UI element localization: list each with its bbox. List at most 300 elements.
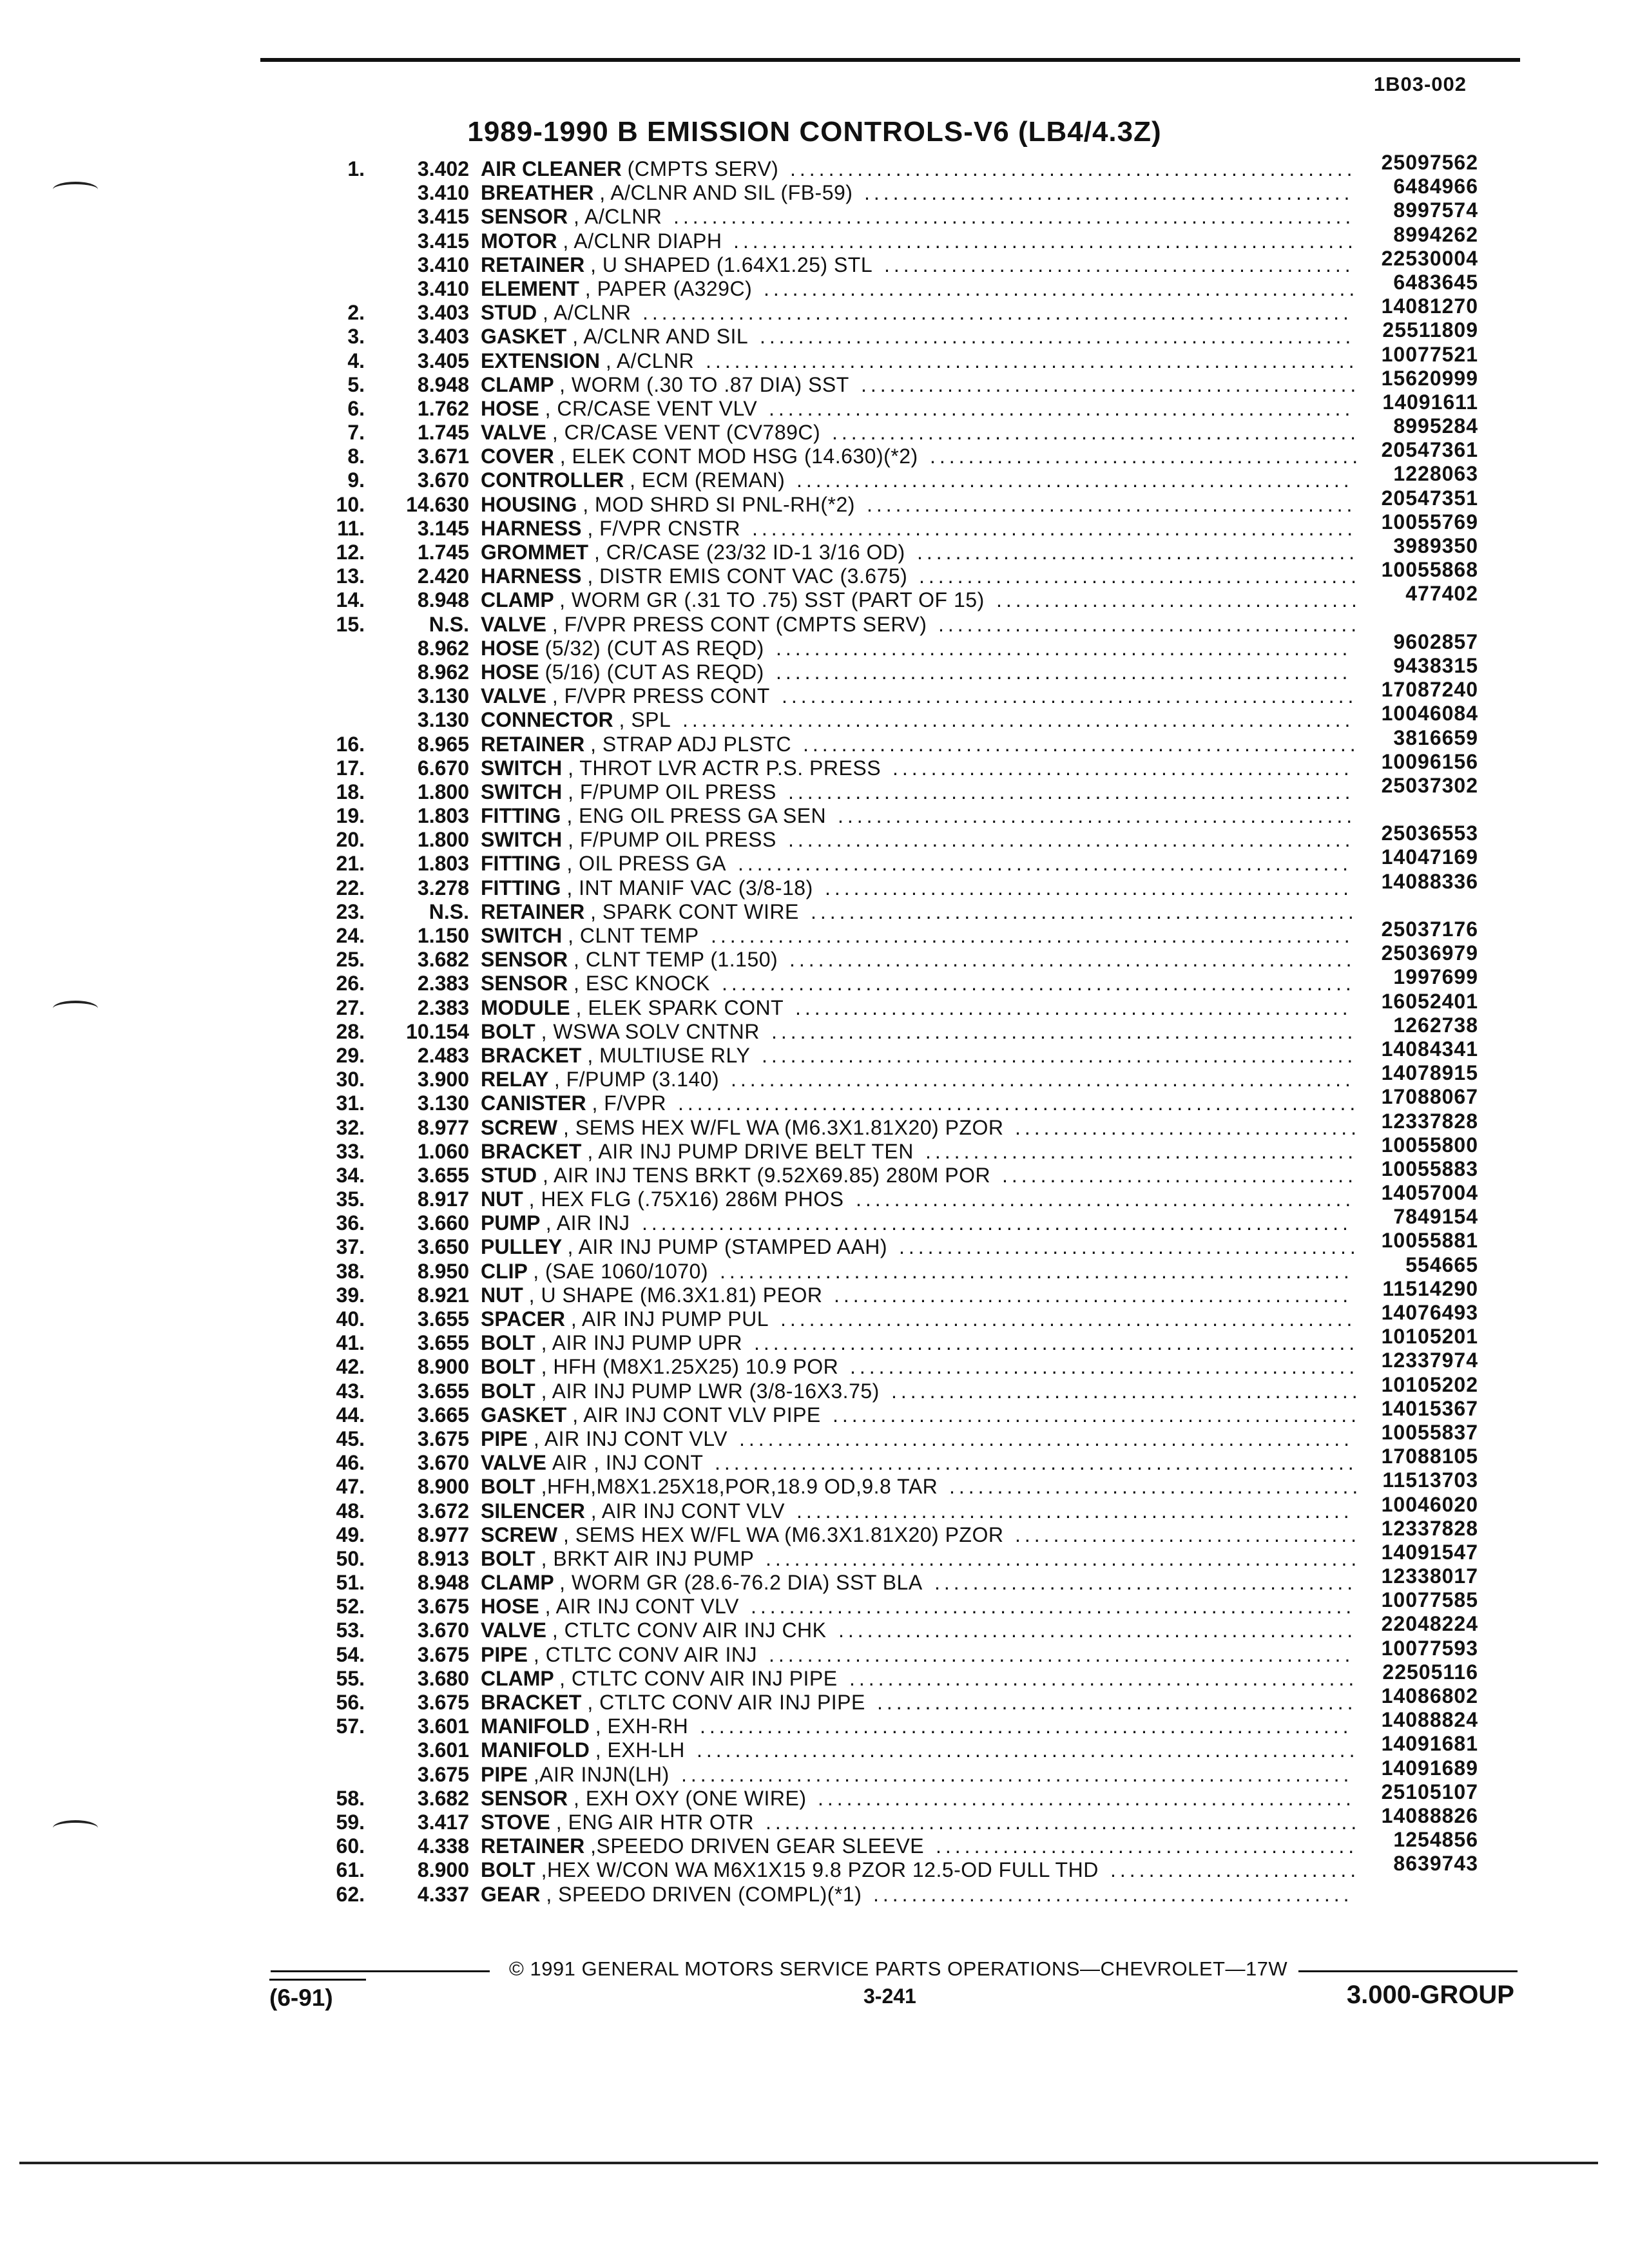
item-index: 13.	[336, 564, 365, 588]
group-number: 8.900	[417, 1355, 469, 1379]
part-row	[0, 1229, 1629, 1259]
leader-dots: ..............................................	[919, 564, 1360, 588]
part-name: MOTOR	[481, 229, 557, 253]
leader-dots: .............................................................	[771, 1019, 1357, 1043]
part-name-cell	[481, 1691, 865, 1715]
part-row	[0, 941, 1629, 972]
part-row	[0, 1883, 1629, 1907]
group-number: 1.150	[417, 924, 469, 947]
group-number: 3.675	[417, 1642, 469, 1666]
part-description: , EXH OXY (ONE WIRE)	[574, 1786, 807, 1810]
page-title: 1989-1990 B EMISSION CONTROLS-V6 (LB4/4.3Z)	[467, 116, 1162, 148]
part-name: SWITCH	[481, 756, 563, 780]
part-description: , PAPER (A329C)	[584, 276, 753, 300]
part-number: 10096156	[1381, 749, 1478, 773]
part-description: , AIR INJ CONT VLV PIPE	[572, 1403, 821, 1427]
part-name: SWITCH	[481, 828, 563, 852]
leader-dots: .................................................................	[731, 1068, 1354, 1091]
group-number: 4.337	[417, 1882, 469, 1906]
part-name: VALVE	[481, 612, 546, 636]
part-name: BREATHER	[481, 181, 594, 205]
part-description: , SPARK CONT WIRE	[590, 899, 799, 923]
part-description: , STRAP ADJ PLSTC	[590, 732, 792, 756]
part-description: , ELEK SPARK CONT	[575, 995, 784, 1019]
group-number: 3.660	[417, 1211, 469, 1235]
part-number: 10077585	[1381, 1588, 1478, 1612]
part-name-cell	[481, 1499, 785, 1523]
leader-dots: ....................................................	[856, 1187, 1355, 1211]
part-name: GASKET	[481, 325, 567, 349]
leader-dots: ................................................................	[739, 1427, 1353, 1450]
leader-dots: ...................................................	[864, 181, 1354, 205]
group-number: 3.675	[417, 1427, 469, 1450]
group-number: 2.420	[417, 564, 469, 588]
part-description: , INT MANIF VAC (3/8-18)	[566, 876, 813, 899]
part-number: 9602857	[1393, 629, 1478, 653]
part-name-cell	[481, 1475, 938, 1499]
item-index: 10.	[336, 492, 365, 516]
part-name: CLAMP	[481, 1571, 554, 1595]
part-row	[0, 246, 1629, 277]
leader-dots: .......................................................	[833, 1403, 1360, 1427]
part-name-cell	[481, 828, 776, 852]
part-number: 25036979	[1381, 941, 1478, 965]
leader-dots: ....................................................	[861, 372, 1360, 396]
part-number: 16052401	[1381, 989, 1478, 1013]
part-number: 10105202	[1381, 1372, 1478, 1396]
item-index: 43.	[336, 1379, 365, 1403]
part-name-cell	[481, 1523, 1003, 1547]
leader-dots: ...................................................................	[711, 924, 1354, 947]
part-number: 20547361	[1381, 438, 1478, 462]
leader-dots: ................................................	[899, 1235, 1360, 1259]
item-index: 53.	[336, 1619, 365, 1642]
leader-dots: ............................................................	[780, 1307, 1356, 1331]
part-name-cell	[481, 924, 699, 948]
part-number: 1228063	[1393, 462, 1478, 486]
item-index: 38.	[336, 1259, 365, 1283]
part-name-cell	[481, 421, 820, 445]
part-description: , AIR INJ TENS BRKT (9.52X69.85) 280M POR	[543, 1163, 991, 1187]
leader-dots: ...........................................................	[788, 828, 1354, 852]
part-row	[0, 1181, 1629, 1211]
item-index: 40.	[336, 1307, 365, 1331]
group-number: 3.278	[417, 876, 469, 899]
group-number: 3.655	[417, 1379, 469, 1403]
leader-dots: ......................................	[996, 588, 1361, 612]
part-name: HARNESS	[481, 516, 582, 540]
part-name-cell	[481, 349, 694, 373]
part-name: VALVE	[481, 421, 546, 445]
leader-dots: ..................................................................	[722, 972, 1355, 995]
item-index: 28.	[336, 1019, 365, 1043]
part-row	[0, 1803, 1629, 1834]
item-index: 14.	[336, 588, 365, 612]
group-number: 3.675	[417, 1762, 469, 1786]
group-number: 1.060	[417, 1139, 469, 1163]
part-name-cell	[481, 1738, 685, 1762]
part-name-cell	[481, 804, 826, 828]
part-row	[0, 1828, 1629, 1858]
group-number: 8.962	[417, 660, 469, 684]
part-name: SWITCH	[481, 780, 563, 803]
part-name-cell	[481, 445, 918, 468]
part-name: BOLT	[481, 1019, 535, 1043]
part-name-cell	[481, 1403, 821, 1427]
item-index: 18.	[336, 780, 365, 803]
part-name: BRACKET	[481, 1691, 582, 1714]
group-number: N.S.	[429, 899, 469, 923]
leader-dots: ............................................	[936, 1834, 1358, 1858]
part-name-cell	[481, 181, 853, 205]
part-row	[0, 151, 1629, 181]
part-name-cell	[481, 517, 740, 541]
part-name: RETAINER	[481, 253, 585, 276]
item-index: 44.	[336, 1403, 365, 1427]
part-number: 17087240	[1381, 678, 1478, 702]
part-number: 6483645	[1393, 270, 1478, 294]
part-description: , AIR INJ CONT VLV	[533, 1427, 728, 1450]
part-name-cell	[481, 613, 927, 637]
item-index: 33.	[336, 1139, 365, 1163]
part-name-cell	[481, 1283, 822, 1307]
part-description: , AIR INJ CONT VLV	[545, 1595, 739, 1619]
group-label: 3.000-GROUP	[1346, 1981, 1514, 2009]
item-index: 19.	[336, 804, 365, 828]
group-number: 8.948	[417, 588, 469, 612]
part-name: SENSOR	[481, 205, 568, 229]
part-number: 1262738	[1393, 1013, 1478, 1037]
part-name: RELAY	[481, 1068, 548, 1091]
item-index: 8.	[347, 445, 365, 468]
group-number: 3.655	[417, 1163, 469, 1187]
part-name: CANISTER	[481, 1091, 586, 1115]
part-name-cell	[481, 972, 710, 995]
part-row	[0, 198, 1629, 229]
item-index: 25.	[336, 948, 365, 972]
top-rule	[260, 58, 1520, 62]
part-description: , F/VPR PRESS CONT (CMPTS SERV)	[552, 612, 927, 636]
leader-dots: .........................................................	[811, 899, 1358, 923]
part-name: CLIP	[481, 1259, 528, 1283]
part-description: , HFH (M8X1.25X25) 10.9 POR	[541, 1355, 839, 1379]
part-number: 8994262	[1393, 222, 1478, 246]
part-number: 22530004	[1381, 246, 1478, 270]
leader-dots: ..........................................................	[796, 1499, 1353, 1523]
part-description: , THROT LVR ACTR P.S. PRESS	[568, 756, 882, 780]
part-name: PULLEY	[481, 1235, 562, 1259]
item-index: 37.	[336, 1235, 365, 1259]
group-number: 3.655	[417, 1307, 469, 1331]
part-number: 25511809	[1382, 318, 1478, 342]
leader-dots: ..........................................................	[803, 732, 1360, 756]
leader-dots: .............................................................	[769, 396, 1354, 420]
part-name-cell	[481, 852, 726, 876]
part-name-cell	[481, 1235, 887, 1259]
item-index: 36.	[336, 1211, 365, 1235]
group-number: 8.977	[417, 1523, 469, 1546]
part-name: RETAINER	[481, 732, 585, 756]
part-name-cell	[481, 1355, 838, 1379]
group-number: 3.670	[417, 468, 469, 492]
part-name-cell	[481, 876, 813, 900]
part-number: 554665	[1405, 1253, 1478, 1276]
item-index: 45.	[336, 1427, 365, 1450]
part-number: 25036553	[1381, 822, 1478, 845]
part-name: PIPE	[481, 1762, 528, 1786]
group-number: 3.410	[417, 181, 469, 205]
part-number: 3816659	[1393, 726, 1478, 749]
part-number: 25105107	[1381, 1780, 1478, 1803]
part-name-cell	[481, 756, 881, 780]
group-number: 1.803	[417, 804, 469, 828]
part-number: 25097562	[1381, 151, 1478, 174]
item-index: 11.	[337, 516, 365, 540]
group-number: 8.948	[417, 372, 469, 396]
group-number: 3.655	[417, 1331, 469, 1355]
part-number: 10055800	[1381, 1133, 1478, 1157]
part-description: , WORM (.30 TO .87 DIA) SST	[559, 372, 849, 396]
leader-dots: ...........................................................	[790, 157, 1356, 180]
part-description: , MOD SHRD SI PNL-RH(*2)	[583, 492, 855, 516]
part-description: , ESC KNOCK	[574, 972, 710, 995]
item-index: 12.	[336, 541, 365, 564]
part-number: 17088067	[1381, 1085, 1478, 1109]
part-row	[0, 175, 1629, 205]
item-index: 62.	[336, 1882, 365, 1906]
part-name: FITTING	[481, 876, 561, 899]
part-name: GEAR	[481, 1882, 541, 1906]
part-name-cell	[481, 684, 770, 708]
part-name: RETAINER	[481, 899, 585, 923]
part-row	[0, 438, 1629, 468]
part-name-cell	[481, 1116, 1003, 1140]
part-description: , ENG AIR HTR OTR	[555, 1810, 754, 1834]
part-description: ,HEX W/CON WA M6X1X15 9.8 PZOR 12.5-OD FULL THD	[541, 1858, 1099, 1882]
part-name: SENSOR	[481, 972, 568, 995]
leader-dots: .....................................................................	[697, 1738, 1359, 1762]
item-index: 23.	[336, 899, 365, 923]
group-number: 8.900	[417, 1475, 469, 1499]
group-number: 1.745	[417, 421, 469, 445]
leader-dots: ............................................	[938, 612, 1361, 636]
item-index: 6.	[347, 396, 365, 420]
leader-dots: ............................................................	[782, 684, 1358, 708]
part-name-cell	[481, 1547, 754, 1571]
leader-dots: ..............................................................	[762, 1043, 1357, 1067]
leader-dots: ...........................................................	[789, 948, 1356, 972]
part-number: 14081270	[1381, 294, 1478, 318]
leader-dots: ....................................	[1015, 1523, 1361, 1546]
leader-dots: ..........................................................................	[642, 1211, 1352, 1235]
part-name: CLAMP	[481, 372, 554, 396]
group-number: 3.900	[417, 1068, 469, 1091]
group-number: 8.950	[417, 1259, 469, 1283]
part-description: , SPL	[619, 708, 671, 732]
part-name: BOLT	[481, 1546, 535, 1570]
part-description: , WORM GR (28.6-76.2 DIA) SST BLA	[559, 1571, 923, 1595]
footer-date-rule	[269, 1979, 366, 1981]
item-index: 51.	[336, 1571, 365, 1595]
group-number: N.S.	[429, 612, 469, 636]
part-name-cell	[481, 157, 778, 181]
item-index: 47.	[336, 1475, 365, 1499]
part-description: , BRKT AIR INJ PUMP	[541, 1546, 755, 1570]
part-number: 10077521	[1381, 342, 1478, 366]
part-number: 14076493	[1381, 1301, 1478, 1324]
part-name-cell	[481, 493, 855, 517]
part-name-cell	[481, 229, 722, 253]
leader-dots: ..............................................................	[764, 276, 1359, 300]
leader-dots: .............................................	[925, 1139, 1358, 1163]
item-index: 42.	[336, 1355, 365, 1379]
item-index: 34.	[336, 1163, 365, 1187]
item-index: 58.	[336, 1786, 365, 1810]
part-number: 25037176	[1381, 918, 1478, 941]
part-name-cell	[481, 660, 764, 684]
part-name-cell	[481, 1619, 827, 1642]
part-name: PIPE	[481, 1642, 528, 1666]
part-description: , F/PUMP (3.140)	[554, 1068, 720, 1091]
part-name: HOSE	[481, 396, 539, 420]
group-number: 3.670	[417, 1619, 469, 1642]
part-name-cell	[481, 1715, 688, 1738]
part-name-cell	[481, 1164, 990, 1187]
part-description: , EXH-LH	[595, 1738, 685, 1762]
item-index: 2.	[347, 301, 365, 325]
part-name-cell	[481, 1044, 750, 1068]
leader-dots: .......................................................	[832, 421, 1360, 445]
part-number: 22505116	[1382, 1660, 1478, 1684]
part-name-cell	[481, 1763, 670, 1787]
part-description: , WSWA SOLV CNTNR	[541, 1019, 760, 1043]
part-number: 10055868	[1381, 558, 1478, 582]
part-description: , EXH-RH	[595, 1715, 689, 1738]
part-description: , CR/CASE VENT VLV	[545, 396, 758, 420]
item-index: 9.	[347, 468, 365, 492]
group-number: 3.145	[417, 516, 469, 540]
part-name-cell	[481, 1307, 769, 1331]
footer-rule-left	[271, 1970, 490, 1972]
part-number: 10055881	[1381, 1229, 1478, 1253]
part-name: VALVE	[481, 684, 546, 708]
part-name-cell	[481, 900, 799, 924]
group-number: 3.403	[417, 325, 469, 349]
part-row	[0, 510, 1629, 541]
part-description: , A/CLNR	[605, 349, 695, 372]
part-description: , ENG OIL PRESS GA SEN	[566, 804, 827, 828]
leader-dots: .......................................................	[825, 876, 1353, 899]
part-number: 10046020	[1381, 1492, 1478, 1516]
part-name-cell	[481, 1140, 914, 1164]
revision-date: (6-91)	[269, 1984, 333, 2011]
item-index: 22.	[336, 876, 365, 899]
part-description: , CTLTC CONV AIR INJ PIPE	[559, 1666, 838, 1690]
leader-dots: .............................................	[930, 445, 1362, 468]
leader-dots: ............................................................	[776, 660, 1352, 684]
part-name: BOLT	[481, 1355, 535, 1379]
part-name: HOSE	[481, 1595, 539, 1619]
part-name: HOSE	[481, 636, 539, 660]
part-name: MODULE	[481, 995, 570, 1019]
part-name: MANIFOLD	[481, 1738, 590, 1762]
item-index: 56.	[336, 1691, 365, 1714]
part-name: BRACKET	[481, 1139, 582, 1163]
part-name-cell	[481, 1834, 924, 1858]
group-number: 2.483	[417, 1043, 469, 1067]
part-name-cell	[481, 205, 662, 229]
part-number: 14015367	[1381, 1396, 1478, 1420]
part-description: ,AIR INJN(LH)	[533, 1762, 670, 1786]
part-name: GROMMET	[481, 541, 589, 564]
group-number: 3.415	[417, 205, 469, 229]
part-number: 14088336	[1381, 869, 1478, 893]
leader-dots: .......................................................................	[673, 205, 1355, 229]
part-description: , CLNT TEMP	[568, 924, 699, 947]
leader-dots: ...........................................................	[788, 780, 1354, 803]
leader-dots: ...................................................	[867, 492, 1356, 516]
leader-dots: ......................................................	[838, 1619, 1357, 1642]
part-number: 9438315	[1393, 653, 1478, 677]
leader-dots: ................................................................	[738, 852, 1352, 876]
part-number: 8997574	[1393, 198, 1478, 222]
group-number: 3.130	[417, 1091, 469, 1115]
part-name: RETAINER	[481, 1834, 585, 1858]
item-index: 54.	[336, 1642, 365, 1666]
part-name: SCREW	[481, 1523, 558, 1546]
leader-dots: ..............................................................	[766, 1810, 1361, 1834]
group-number: 2.383	[417, 972, 469, 995]
part-description: (CMPTS SERV)	[627, 157, 779, 180]
part-name: VALVE	[481, 1451, 546, 1475]
group-number: 8.965	[417, 732, 469, 756]
part-name-cell	[481, 1595, 739, 1619]
leader-dots: ....................................................................	[700, 1715, 1353, 1738]
part-description: (5/16) (CUT AS REQD)	[545, 660, 764, 684]
part-description: , SEMS HEX W/FL WA (M6.3X1.81X20) PZOR	[563, 1115, 1004, 1139]
part-name: SCREW	[481, 1115, 558, 1139]
leader-dots: ...........................................	[949, 1475, 1362, 1499]
part-description: ,HFH,M8X1.25X18,POR,18.9 OD,9.8 TAR	[541, 1475, 938, 1499]
leader-dots: ......................................................	[834, 1283, 1353, 1307]
part-name-cell	[481, 1571, 923, 1595]
part-name: BOLT	[481, 1858, 535, 1882]
group-number: 3.410	[417, 276, 469, 300]
part-description: , ECM (REMAN)	[630, 468, 786, 492]
item-index: 15.	[336, 612, 365, 636]
leader-dots: ...................................................................	[715, 1451, 1358, 1475]
part-description: AIR , INJ CONT	[552, 1451, 704, 1475]
part-number: 3989350	[1393, 534, 1478, 557]
item-index: 55.	[336, 1666, 365, 1690]
group-number: 3.130	[417, 684, 469, 708]
part-number: 14091689	[1381, 1756, 1478, 1780]
bottom-rule	[19, 2162, 1598, 2164]
group-number: 3.130	[417, 708, 469, 732]
page-code: 1B03-002	[1373, 73, 1467, 95]
part-description: , A/CLNR DIAPH	[563, 229, 722, 253]
item-index: 7.	[347, 421, 365, 445]
part-description: , HEX FLG (.75X16) 286M PHOS	[528, 1187, 844, 1211]
part-name: FITTING	[481, 852, 561, 876]
group-number: 3.682	[417, 948, 469, 972]
part-description: , F/VPR	[592, 1091, 666, 1115]
group-number: 3.675	[417, 1595, 469, 1619]
item-index: 16.	[336, 732, 365, 756]
part-description: , A/CLNR AND SIL (FB-59)	[599, 181, 853, 205]
part-name: HOSE	[481, 660, 539, 684]
item-index: 46.	[336, 1451, 365, 1475]
